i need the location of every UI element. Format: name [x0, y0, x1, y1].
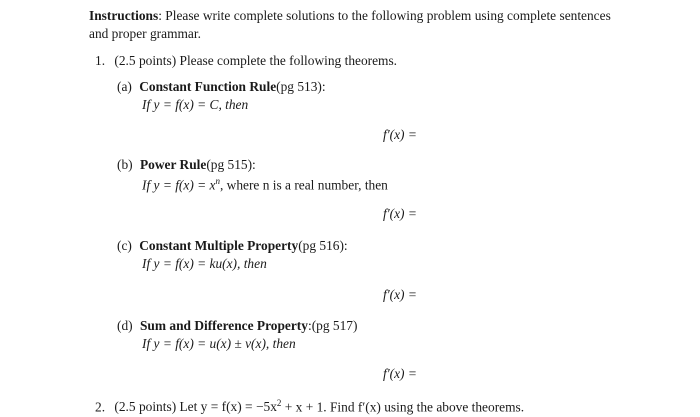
- part-c-title: Constant Multiple Property: [139, 238, 299, 253]
- part-b-answer: f′(x) =: [383, 206, 417, 221]
- problem-2-text-pre: (2.5 points) Let y = f(x) = −5x: [114, 399, 277, 415]
- part-b-ref: (pg 515):: [206, 157, 256, 172]
- part-d-title: Sum and Difference Property: [139, 318, 308, 333]
- part-b-given-pre: If y = f(x) = x: [142, 177, 216, 193]
- part-c-given: If y = f(x) = ku(x), then: [142, 256, 267, 271]
- part-c-answer: f′(x) =: [383, 287, 417, 302]
- part-b-title: Power Rule: [139, 157, 207, 172]
- instructions-text: : Please write complete solutions to the following problem using complete sentences: [158, 8, 611, 23]
- problem-2: [95, 398, 524, 415]
- part-c-header: [117, 238, 348, 254]
- part-a-ref: (pg 513):: [276, 79, 326, 94]
- problem-1-header: [95, 53, 397, 69]
- instructions-line: [89, 8, 611, 24]
- problem-1-text: (2.5 points) Please complete the following theorems.: [114, 53, 398, 68]
- part-c-letter: (c): [117, 238, 132, 253]
- instructions-continuation: and proper grammar.: [89, 26, 201, 41]
- part-a-letter: (a): [117, 79, 132, 94]
- part-d-given: If y = f(x) = u(x) ± v(x), then: [142, 336, 296, 351]
- part-d-ref: :(pg 517): [307, 318, 358, 333]
- part-a-header: [117, 79, 326, 95]
- part-a-given: If y = f(x) = C, then: [142, 97, 249, 112]
- problem-2-number: 2.: [95, 399, 106, 415]
- part-b-letter: (b): [117, 157, 133, 172]
- part-d-answer: f′(x) =: [383, 366, 417, 381]
- problem-2-text-post: + x + 1. Find f′(x) using the above theorems.: [281, 399, 525, 415]
- part-c-ref: (pg 516):: [298, 238, 348, 253]
- part-b-header: [117, 157, 256, 173]
- problem-1-number: 1.: [95, 53, 106, 68]
- part-b-given-post: , where n is a real number, then: [219, 177, 388, 193]
- part-b-given-exponent: n: [215, 176, 220, 186]
- part-b-given: [142, 176, 388, 193]
- part-d-letter: (d): [117, 318, 133, 333]
- instructions-label: Instructions: [89, 8, 159, 23]
- part-a-answer: f′(x) =: [383, 127, 417, 142]
- part-d-header: [117, 318, 357, 334]
- problem-2-exponent: 2: [276, 398, 282, 408]
- part-a-title: Constant Function Rule: [139, 79, 277, 94]
